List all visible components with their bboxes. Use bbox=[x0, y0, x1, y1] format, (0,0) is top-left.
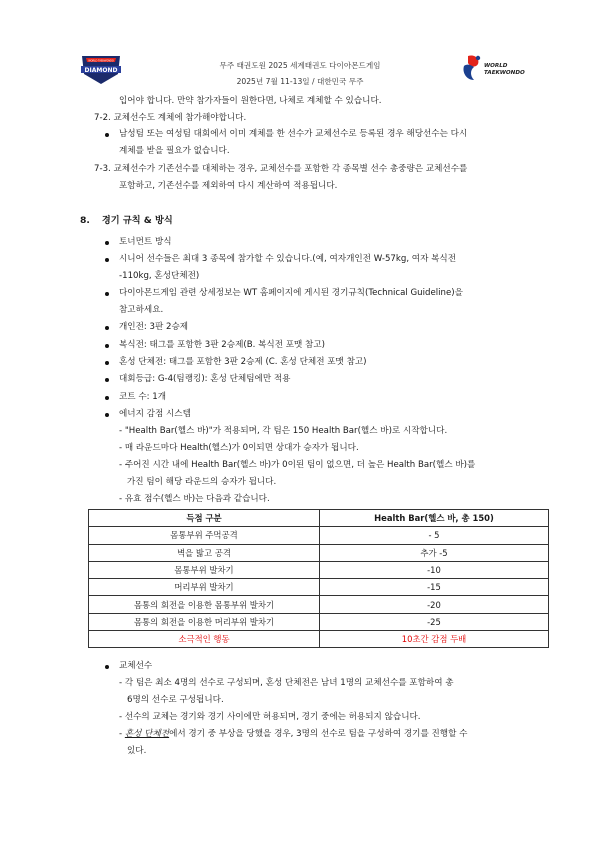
bullet-details-line-2: 참고하세요. bbox=[119, 305, 164, 315]
table-cell-category: 소극적인 행동 bbox=[89, 631, 320, 648]
world-taekwondo-logo bbox=[458, 52, 530, 84]
diamond-logo-subtext: WORLD TAEKWONDO bbox=[88, 59, 114, 63]
table-cell-category: 머리부위 발차기 bbox=[89, 579, 320, 596]
table-row-penalty bbox=[89, 631, 549, 648]
energy-line-2: - 매 라운드마다 Health(헬스)가 0이되면 상대가 승자가 됩니다. bbox=[119, 443, 359, 453]
bullet-dot bbox=[105, 665, 109, 669]
table-header-health: Health Bar(헬스 바, 총 150) bbox=[320, 510, 549, 527]
diamond-games-logo bbox=[78, 52, 124, 86]
table-row bbox=[89, 613, 549, 630]
sub-line-3b: 있다. bbox=[127, 746, 147, 756]
section-8-heading bbox=[80, 212, 173, 226]
table-header-row bbox=[89, 510, 549, 527]
table-cell-category: 몸통부위 발차기 bbox=[89, 561, 320, 578]
bullet-tournament: 토너먼트 방식 bbox=[119, 237, 172, 247]
section-number: 8. bbox=[80, 215, 90, 226]
energy-line-1: - "Health Bar(헬스 바)"가 적용되며, 각 팀은 150 Health Bar(헬스 바)로 시작합니다. bbox=[119, 426, 448, 436]
intro-line-2: 7-2. 교체선수도 계체에 참가해야합니다. bbox=[94, 113, 247, 123]
energy-line-3b: 가진 팀이 해당 라운드의 승자가 됩니다. bbox=[127, 477, 277, 487]
wt-logo-line1: WORLD bbox=[484, 63, 508, 69]
bullet-courts: 코트 수: 1개 bbox=[119, 392, 167, 402]
score-table bbox=[88, 509, 549, 648]
bullet-details-line-1: 다이아몬드게임 관련 상세정보는 WT 홈페이지에 게시된 경기규칙(Technical Guideline)을 bbox=[119, 288, 463, 298]
intro-line-6: 포함하고, 기존선수를 제외하여 다시 계산하여 적용됩니다. bbox=[119, 181, 338, 191]
header-event-date: 2025년 7월 11-13일 / 대한민국 무주 bbox=[236, 77, 364, 86]
sub-line-3a bbox=[119, 728, 467, 740]
bullet-dot bbox=[105, 241, 109, 245]
bullet-grade: 대회등급: G-4(팀랭킹): 혼성 단체팀에만 적용 bbox=[119, 374, 291, 384]
table-cell-points: -10 bbox=[320, 561, 549, 578]
bullet-dot bbox=[105, 133, 109, 137]
table-cell-category: 몸통의 회전을 이용한 머리부위 발차기 bbox=[89, 613, 320, 630]
table-cell-category: 몸통의 회전을 이용한 몸통부위 발차기 bbox=[89, 596, 320, 613]
table-cell-points: -15 bbox=[320, 579, 549, 596]
header-event-title: 무주 태권도원 2025 세계태권도 다이아몬드게임 bbox=[219, 61, 381, 70]
sub-line-3-emphasis: 혼성 단체전 bbox=[124, 729, 170, 739]
bullet-senior-line-1: 시니어 선수들은 최대 3 종목에 참가할 수 있습니다.(예, 여자개인전 W-57kg, 여자 복식전 bbox=[119, 254, 457, 264]
section-title: 경기 규칙 & 방식 bbox=[101, 215, 173, 226]
intro-line-3: 남성팀 또는 여성팀 대회에서 이미 계체를 한 선수가 교체선수로 등록된 경우 해당선수는 다시 bbox=[119, 129, 468, 139]
sub-line-2: - 선수의 교체는 경기와 경기 사이에만 허용되며, 경기 중에는 허용되지 않습니다. bbox=[119, 712, 421, 722]
bullet-energy-system: 에너지 감점 시스템 bbox=[119, 409, 191, 419]
wt-logo-line2: TAEKWONDO bbox=[484, 70, 525, 76]
table-row bbox=[89, 561, 549, 578]
bullet-dot bbox=[105, 326, 109, 330]
table-header-category: 득점 구분 bbox=[89, 510, 320, 527]
sub-line-3-rest: 에서 경기 중 부상을 당했을 경우, 3명의 선수로 팀을 구성하여 경기를 진행할 수 bbox=[169, 729, 468, 739]
table-cell-points: -25 bbox=[320, 613, 549, 630]
table-cell-points: 10초간 감점 두배 bbox=[320, 631, 549, 648]
bullet-doubles: 복식전: 태그를 포함한 3판 2승제(B. 복식전 포맷 참고) bbox=[119, 340, 326, 350]
intro-line-4: 계체를 받을 필요가 없습니다. bbox=[119, 146, 230, 156]
table-cell-category: 벽을 밟고 공격 bbox=[89, 544, 320, 561]
bullet-dot bbox=[105, 361, 109, 365]
intro-line-5: 7-3. 교체선수가 기존선수를 대체하는 경우, 교체선수를 포함한 각 종목별 선수 총중량은 교체선수를 bbox=[94, 164, 468, 174]
table-row bbox=[89, 527, 549, 544]
bullet-dot bbox=[105, 396, 109, 400]
sub-line-1b: 6명의 선수로 구성됩니다. bbox=[127, 695, 224, 705]
bullet-substitutes: 교체선수 bbox=[119, 661, 153, 671]
bullet-dot bbox=[105, 292, 109, 296]
bullet-senior-line-2: -110kg, 혼성단체전) bbox=[119, 271, 200, 281]
intro-line-1: 입어야 합니다. 만약 참가자들이 원한다면, 나체로 계체할 수 있습니다. bbox=[119, 96, 382, 106]
table-cell-points: - 5 bbox=[320, 527, 549, 544]
energy-line-3a: - 주어진 시간 내에 Health Bar(헬스 바)가 0이된 팀이 없으면, 더 높은 Health Bar(헬스 바)를 bbox=[119, 460, 476, 470]
diamond-logo-text: DIAMOND bbox=[84, 67, 118, 74]
bullet-dot bbox=[105, 344, 109, 348]
table-row bbox=[89, 544, 549, 561]
table-cell-points: -20 bbox=[320, 596, 549, 613]
table-cell-points: 추가 -5 bbox=[320, 544, 549, 561]
table-row bbox=[89, 579, 549, 596]
table-row bbox=[89, 596, 549, 613]
bullet-dot bbox=[105, 413, 109, 417]
sub-line-3-prefix: - bbox=[119, 729, 125, 739]
bullet-individual: 개인전: 3판 2승제 bbox=[119, 322, 189, 332]
table-cell-category: 몸통부위 주먹공격 bbox=[89, 527, 320, 544]
bullet-mixed-team: 혼성 단체전: 태그를 포함한 3판 2승제 (C. 혼성 단체전 포맷 참고) bbox=[119, 357, 367, 367]
energy-line-4: - 유효 점수(헬스 바)는 다음과 같습니다. bbox=[119, 494, 270, 504]
bullet-dot bbox=[105, 378, 109, 382]
bullet-dot bbox=[105, 258, 109, 262]
sub-line-1a: - 각 팀은 최소 4명의 선수로 구성되며, 혼성 단체전은 남녀 1명의 교체선수를 포함하여 총 bbox=[119, 678, 454, 688]
